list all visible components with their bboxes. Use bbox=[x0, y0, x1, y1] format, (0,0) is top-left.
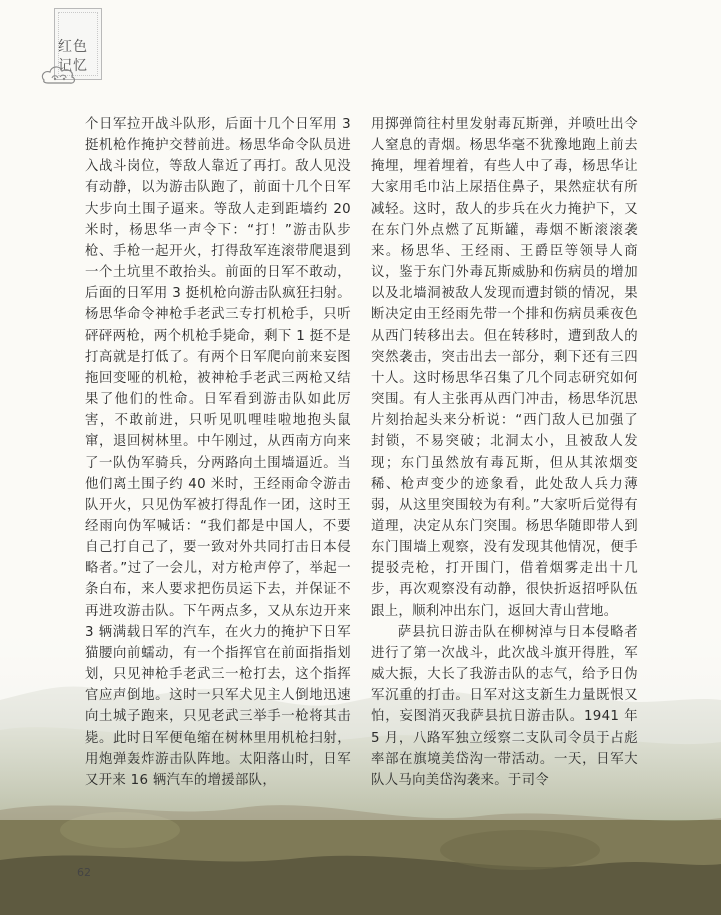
article-paragraph: 萨县抗日游击队在柳树淖与日本侵略者进行了第一次战斗，此次战斗旗开得胜，军威大振，大长了我游击队的志气，给予日伪军沉重的打击。日军对这支新生力量既恨又怕，妄图消灭我萨县抗日游击队。1941 年 5 月，八路军独立绥察二支队司令员于占彪率部在旗境美岱沟一带活动。一天，日军大队人马向美岱沟袭来。于司令 bbox=[371, 624, 638, 788]
article-paragraph: 个日军拉开战斗队形，后面十几个日军用 3 挺机枪作掩护交替前进。杨思华命令队员进入战斗岗位，等敌人靠近了再打。敌人见没有动静，以为游击队跑了，前面十几个日军大步向土围子逼来。等敌人走到距墙约 20 米时，杨思华一声令下：“打！”游击队步枪、手枪一起开火，打得敌军连滚带爬退到一个土坑里不敢抬头。前面的日军不敢动，后面的日军用 3 挺机枪向游击队疯狂扫射。杨思华命令神枪手老武三专打机枪手，只听砰砰两枪，两个机枪手毙命，剩下 1 挺不是打高就是打低了。有两个日军爬向前来妄图拖回变哑的机枪，被神枪手老武三两枪又结果了他们的性命。日军看到游击队如此厉害，不敢前进，只听见叽哩哇啦地抱头鼠窜，退回树林里。中午刚过，从西南方向来了一队伪军骑兵，分两路向土围墙逼近。当他们离土围子约 40 米时，王经雨命令游击队开火，只见伪军被打得乱作一团，这时王经雨向伪军喊话：“我们都是中国人，不要自己打自己了，要一致对外共同打击日本侵略者。”过了一会儿，对方枪声停了，举起一条白布，来人要求把伤员运下去，并保证不再进攻游击队。下午两点多，又从东边开来 3 辆满载日军的汽车，在火力的掩护下日军猫腰向前蠕动，有一个指挥官在前面指指划划，只见神枪手老武三一枪打去，这个指挥官应声倒地。这时一只军犬见主人倒地迅速向土城子跑来，只见老武三举手一枪将其击毙。此时日军便龟缩在树林里用机枪扫射，用炮弹轰炸游击队阵地。太阳落山时，日军又开来 16 辆汽车的增援部队， bbox=[85, 117, 351, 788]
section-badge bbox=[40, 8, 108, 84]
article-column-left bbox=[85, 114, 351, 791]
section-title: 红色记忆 bbox=[58, 39, 88, 74]
page-number: 62 bbox=[77, 866, 91, 879]
article-paragraph: 用掷弹筒往村里发射毒瓦斯弹，并喷吐出令人窒息的青烟。杨思华毫不犹豫地跑上前去掩埋，埋着埋着，有些人中了毒，杨思华让大家用毛巾沾上尿捂住鼻子，果然症状有所减轻。这时，敌人的步兵在火力掩护下，又在东门外点燃了瓦斯罐，毒烟不断滚滚袭来。杨思华、王经雨、王爵臣等领导人商议，鉴于东门外毒瓦斯威胁和伤病员的增加以及北墙洞被敌人发现而遭封锁的情况，果断决定由王经雨先带一个排和伤病员乘夜色从西门转移出去。但在转移时，遭到敌人的突然袭击，突击出去一部分，剩下还有三四十人。这时杨思华召集了几个同志研究如何突围。有人主张再从西门冲击，杨思华沉思片刻抬起头来分析说：“西门敌人已加强了封锁，不易突破；北洞太小，且被敌人发现；东门虽然放有毒瓦斯，但从其浓烟变稀、枪声变少的迹象看，此处敌人兵力薄弱，从这里突围较为有利。”大家听后觉得有道理，决定从东门突围。杨思华随即带人到东门围墙上观察，没有发现其他情况，便手提驳壳枪，打开围门，借着烟雾走出十几步，再次观察没有动静，很快折返招呼队伍跟上，顺利冲出东门，返回大青山营地。 bbox=[371, 117, 638, 619]
article-column-right bbox=[371, 114, 638, 791]
cloud-ornament-icon bbox=[40, 62, 78, 86]
